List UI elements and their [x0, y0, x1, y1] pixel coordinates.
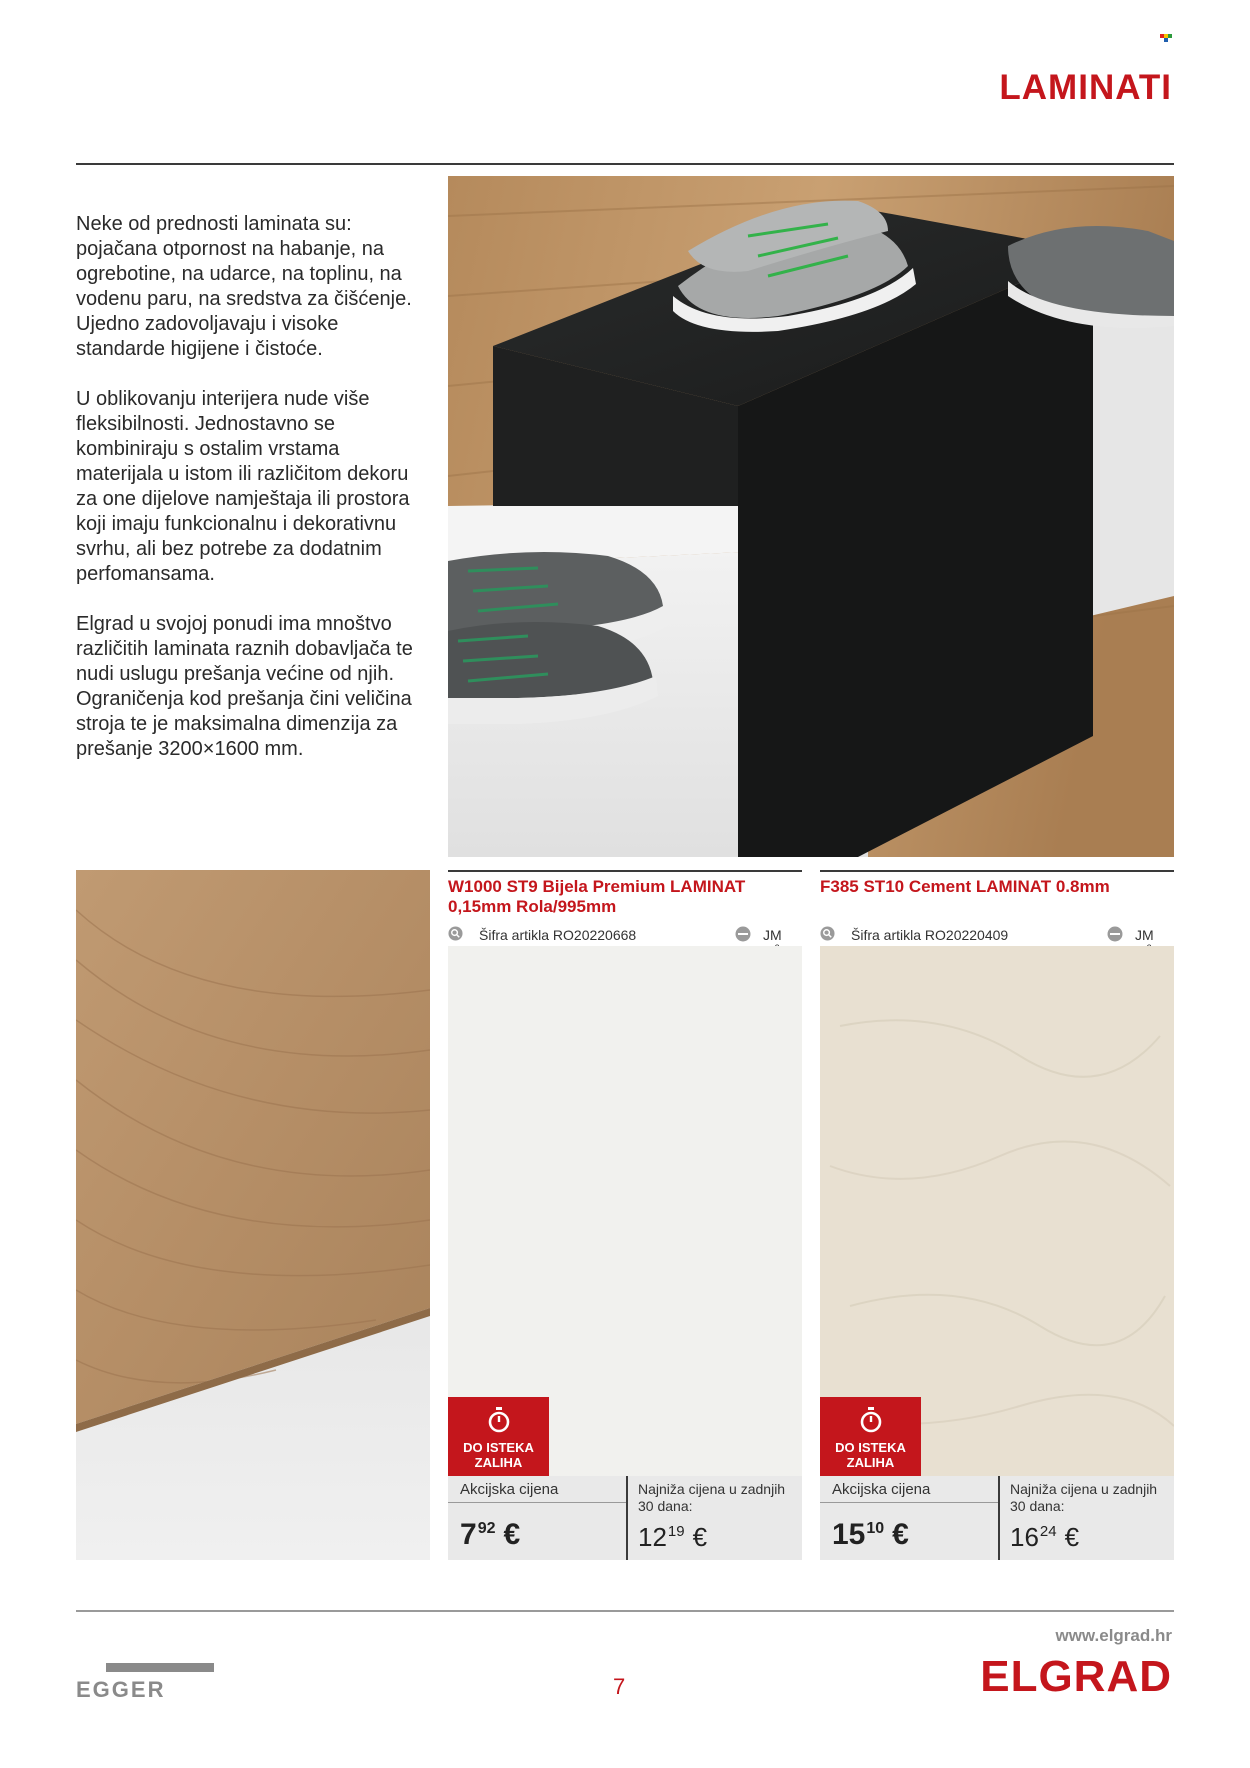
- price-separator: [626, 1476, 628, 1560]
- product-name: W1000 ST9 Bijela Premium LAMINAT 0,15mm Rola/995mm: [448, 877, 746, 916]
- sale-cents: 10: [866, 1520, 885, 1537]
- stopwatch-icon: [488, 1407, 510, 1433]
- sale-price-label: Akcijska cijena: [460, 1481, 559, 1498]
- lowest-price-label: Najniža cijena u zadnjih 30 dana:: [1010, 1481, 1158, 1514]
- price-separator: [998, 1476, 1000, 1560]
- top-divider: [76, 163, 1174, 165]
- lowest-price: [1010, 1522, 1079, 1553]
- page-number: 7: [613, 1674, 626, 1699]
- lowest-whole: 16: [1010, 1522, 1039, 1552]
- unit-text: JM: [763, 927, 782, 943]
- product-meta: [820, 925, 1174, 947]
- stopwatch-icon: [860, 1407, 882, 1433]
- sku-label: Šifra artikla RO20220409: [851, 927, 1009, 943]
- elgrad-logo: ELGRAD: [980, 1652, 1172, 1701]
- search-icon: [820, 926, 835, 941]
- hero-photo-shoes-display: [448, 176, 1174, 857]
- wood-laminate-sample-photo: [76, 870, 430, 1560]
- intro-text: [76, 212, 416, 787]
- label-underline: [448, 1502, 626, 1503]
- sale-price: [832, 1518, 909, 1552]
- badge-text: [820, 1440, 921, 1470]
- lowest-whole: 12: [638, 1522, 667, 1552]
- price-box: [448, 1476, 802, 1560]
- sku-label: Šifra artikla RO20220668: [479, 927, 637, 943]
- currency: €: [692, 1522, 708, 1552]
- badge-line: ZALIHA: [474, 1455, 523, 1470]
- price-box: [820, 1476, 1174, 1560]
- badge-text: [448, 1440, 549, 1470]
- label-underline: [820, 1502, 998, 1503]
- unit-text: JM: [1135, 927, 1154, 943]
- product-meta: [448, 925, 802, 947]
- bottom-divider: [76, 1610, 1174, 1612]
- card-divider: [448, 870, 802, 872]
- search-icon: [448, 926, 463, 941]
- currency: €: [1064, 1522, 1080, 1552]
- sale-whole: 7: [460, 1518, 477, 1551]
- brand-dots-icon: [1160, 34, 1172, 42]
- badge-line: DO ISTEKA: [463, 1440, 534, 1455]
- roll-icon: [1107, 926, 1123, 942]
- sale-price-label: Akcijska cijena: [832, 1481, 931, 1498]
- product-name: F385 ST10 Cement LAMINAT 0.8mm: [820, 877, 1110, 896]
- egger-logo-text: EGGER: [76, 1677, 166, 1701]
- product-card-w1000[interactable]: [448, 870, 802, 1560]
- lowest-price-label: Najniža cijena u zadnjih 30 dana:: [638, 1481, 786, 1514]
- sale-cents: 92: [477, 1520, 496, 1537]
- currency: €: [892, 1518, 909, 1551]
- intro-paragraph: Elgrad u svojoj ponudi ima mnoštvo različitih laminata raznih dobavljača te nudi uslugu prešanja većine od njih. Ograničenja kod prešanja čini veličina stroja te je maksimalna dimenzija za prešanje 3200×1600 mm.: [76, 613, 413, 760]
- egger-logo: [76, 1663, 214, 1701]
- stock-badge: [448, 1397, 549, 1476]
- lowest-cents: 19: [667, 1523, 685, 1540]
- stock-badge: [820, 1397, 921, 1476]
- badge-line: DO ISTEKA: [835, 1440, 906, 1455]
- sale-whole: 15: [832, 1518, 866, 1551]
- intro-paragraph: Neke od prednosti laminata su: pojačana otpornost na habanje, na ogrebotine, na udarce, na toplinu, na vodenu paru, na sredstva za čišćenje. Ujedno zadovoljavaju i visoke standarde higijene i čistoće.: [76, 213, 412, 360]
- intro-paragraph: U oblikovanju interijera nude više fleksibilnosti. Jednostavno se kombiniraju s ostalim vrstama materijala u istom ili različitom dekoru za one dijelove namještaja ili prostora koji imaju funkcionalnu i dekorativnu svrhu, ali bez potrebe za dodatnim perfomansama.: [76, 388, 410, 585]
- lowest-cents: 24: [1039, 1523, 1057, 1540]
- card-divider: [820, 870, 1174, 872]
- product-card-f385[interactable]: [820, 870, 1174, 1560]
- roll-icon: [735, 926, 751, 942]
- lowest-price: [638, 1522, 707, 1553]
- currency: €: [503, 1518, 521, 1551]
- badge-line: ZALIHA: [846, 1455, 895, 1470]
- website-link[interactable]: www.elgrad.hr: [1055, 1626, 1172, 1645]
- sale-price: [460, 1518, 520, 1552]
- page-title: LAMINATI: [999, 68, 1172, 107]
